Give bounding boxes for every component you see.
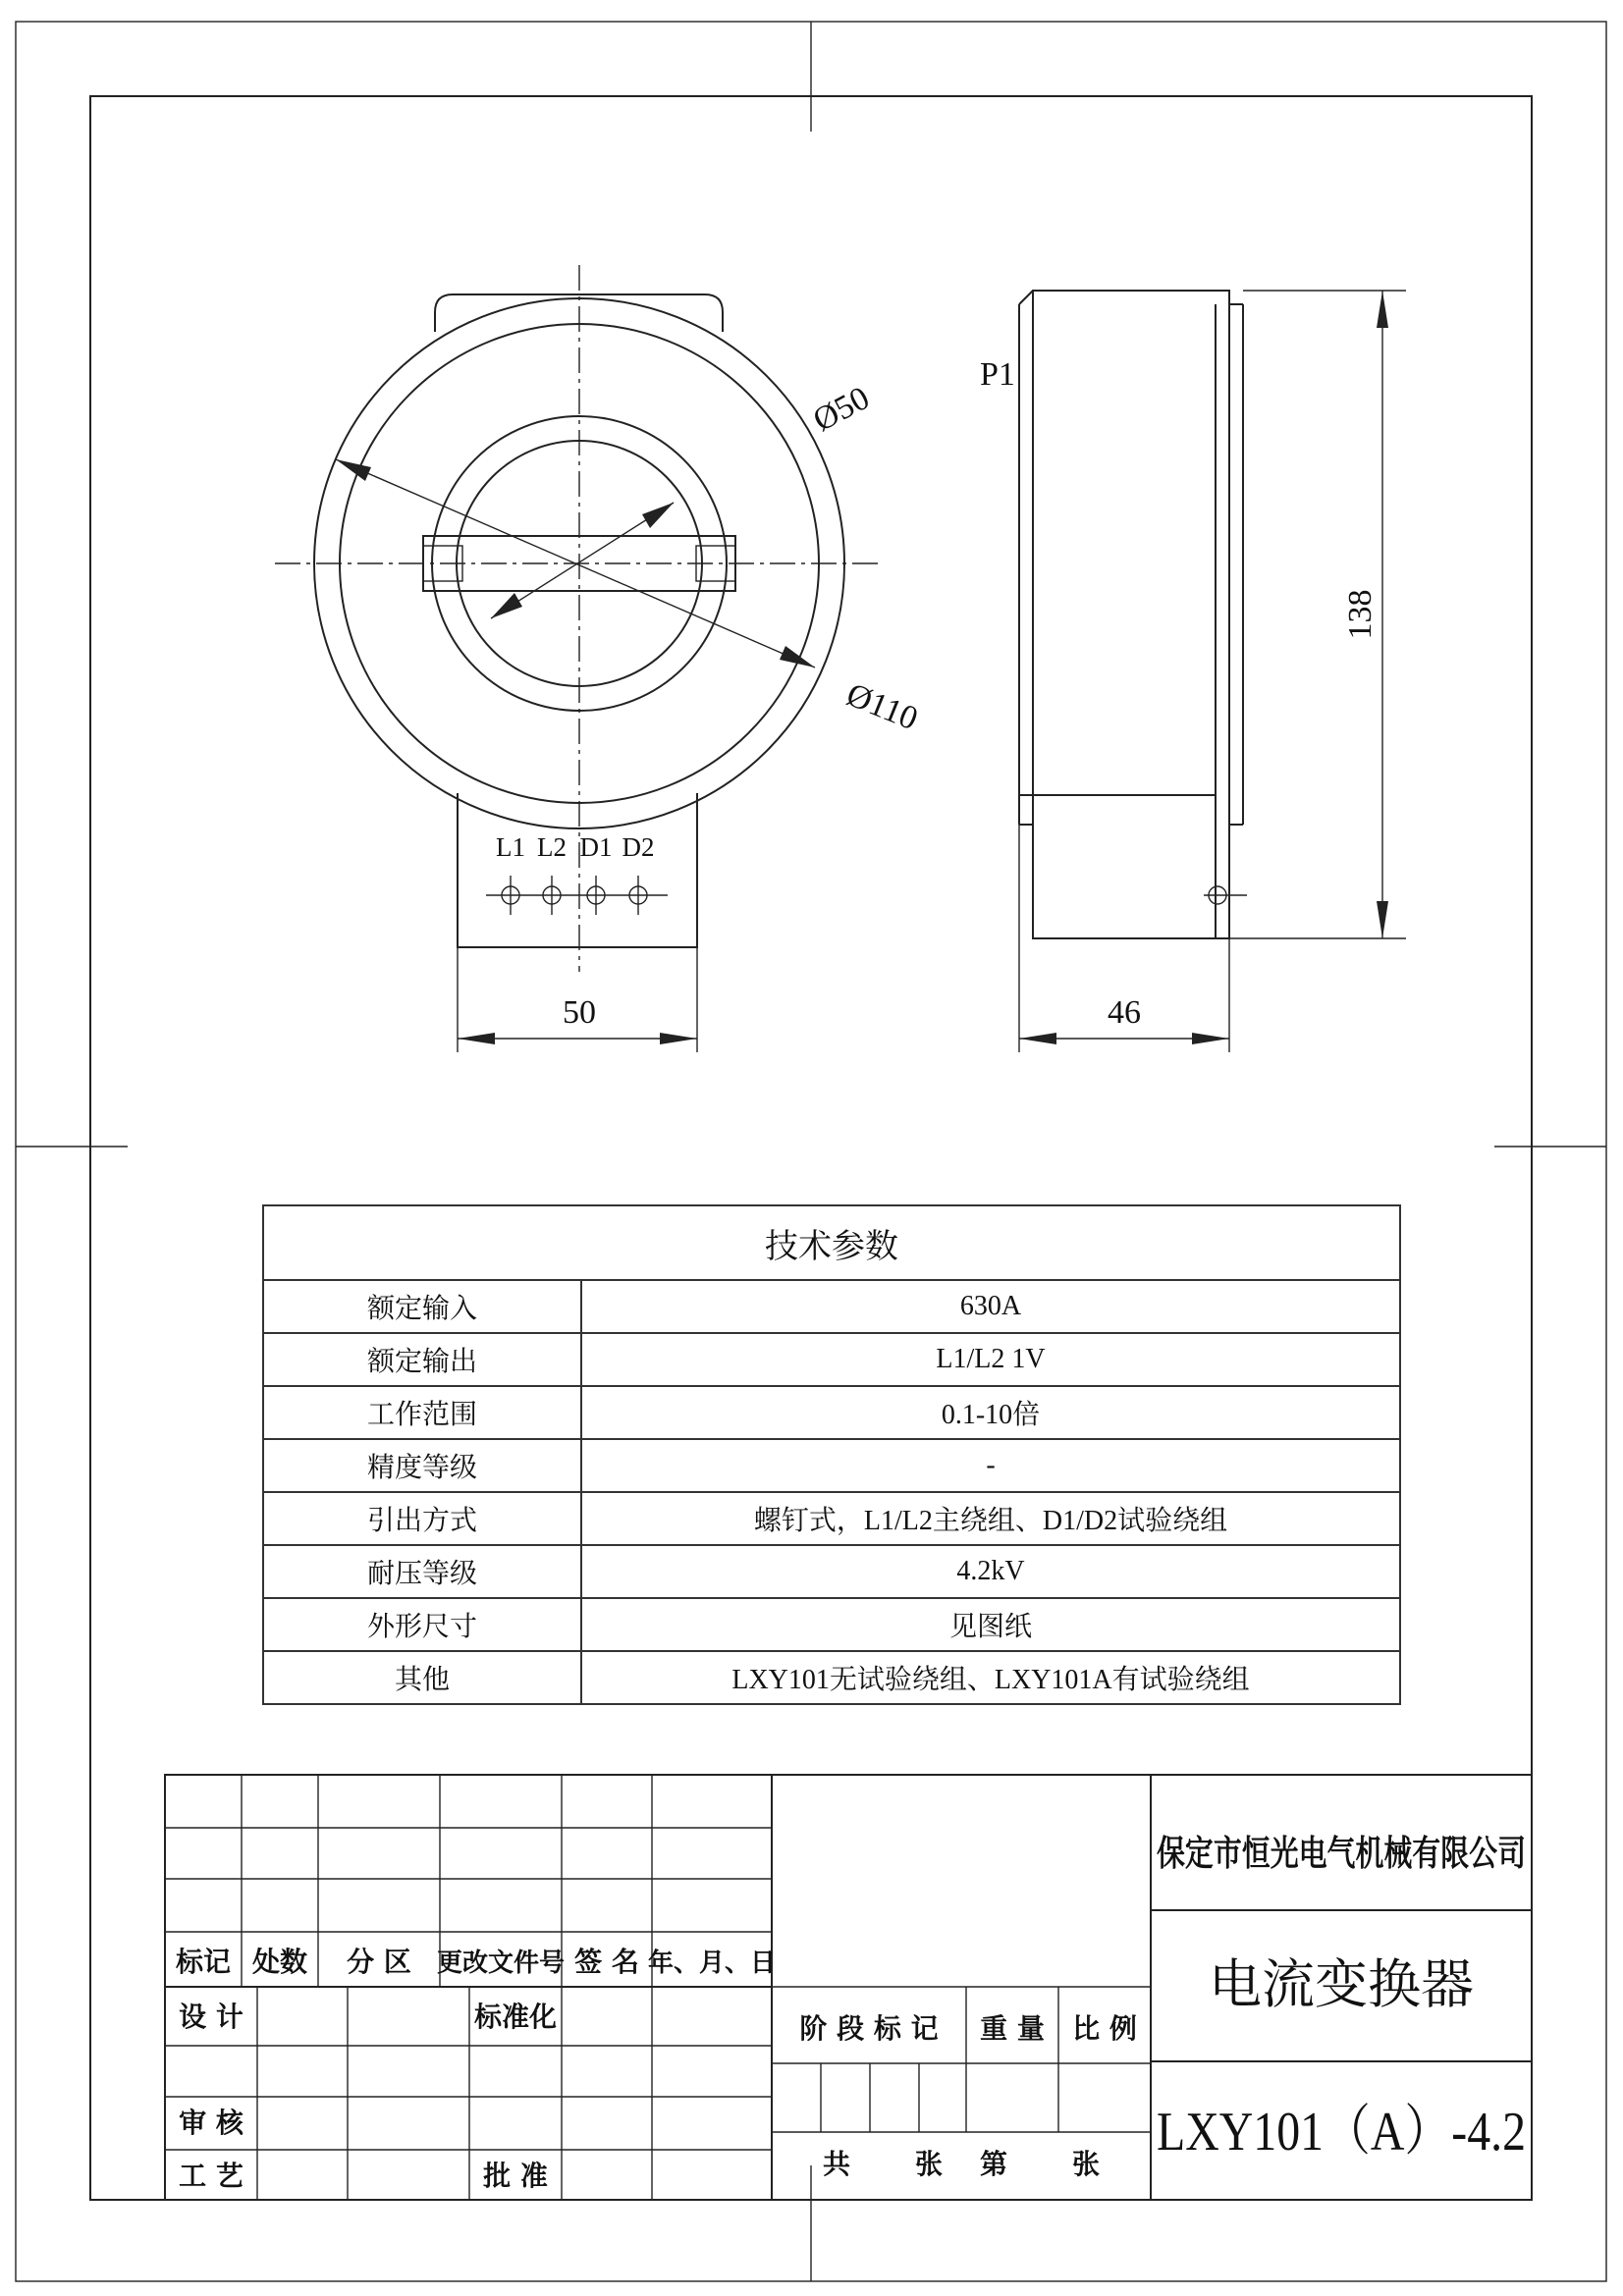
- terminal-screws: [486, 876, 668, 915]
- front-view: [275, 265, 923, 1052]
- param-label: 引出方式: [263, 1492, 581, 1545]
- label-sheet-no: 第: [979, 2148, 1008, 2180]
- label-approve: 批 准: [483, 2160, 548, 2192]
- dim-depth: 46: [1108, 994, 1141, 1031]
- param-label: 精度等级: [263, 1439, 581, 1492]
- param-value: -: [581, 1439, 1400, 1492]
- label-sheets: 张: [914, 2148, 944, 2180]
- label-stage-mark: 阶 段 标 记: [799, 2012, 939, 2045]
- dim-base-width: 50: [563, 994, 596, 1031]
- param-value: L1/L2 1V: [581, 1333, 1400, 1386]
- table-row: [263, 1545, 1400, 1598]
- param-value: 630A: [581, 1280, 1400, 1333]
- param-label: 额定输入: [263, 1280, 581, 1333]
- rev-header-sign: 签 名: [574, 1946, 639, 1978]
- param-value: LXY101无试验绕组、LXY101A有试验绕组: [581, 1651, 1400, 1704]
- dim-outer-diameter: Ø110: [841, 676, 923, 738]
- side-view: [980, 291, 1406, 1052]
- outer-border: [16, 22, 1606, 2281]
- param-label: 工作范围: [263, 1386, 581, 1439]
- param-label: 耐压等级: [263, 1545, 581, 1598]
- rev-header-zone: 分 区: [347, 1946, 411, 1978]
- table-row: [263, 1439, 1400, 1492]
- rev-header-mark: 标记: [175, 1946, 232, 1978]
- param-value: 4.2kV: [581, 1545, 1400, 1598]
- label-process: 工 艺: [179, 2160, 243, 2192]
- table-title: 技术参数: [263, 1205, 1400, 1280]
- table-row: [263, 1492, 1400, 1545]
- technical-parameters-table: [262, 1204, 1401, 1705]
- param-label: 外形尺寸: [263, 1598, 581, 1651]
- label-design: 设 计: [179, 2001, 243, 2033]
- table-row: [263, 1280, 1400, 1333]
- company-name: 保定市恒光电气机械有限公司: [1157, 1834, 1526, 1874]
- side-view-label: P1: [980, 356, 1015, 393]
- param-label: 其他: [263, 1651, 581, 1704]
- param-value: 螺钉式，L1/L2主绕组、D1/D2试验绕组: [581, 1492, 1400, 1545]
- terminal-label-d1: D1: [579, 832, 613, 862]
- label-review: 审 核: [179, 2107, 243, 2139]
- table-row: [263, 1386, 1400, 1439]
- rev-header-count: 处数: [251, 1946, 308, 1978]
- dim-inner-diameter: Ø50: [807, 379, 876, 440]
- terminal-label-d2: D2: [622, 832, 655, 862]
- label-weight: 重 量: [980, 2012, 1045, 2045]
- table-row: [263, 1651, 1400, 1704]
- product-name: 电流变换器: [1209, 1953, 1474, 2015]
- terminal-label-l1: L1: [496, 832, 525, 862]
- terminal-label-l2: L2: [537, 832, 567, 862]
- table-row: [263, 1333, 1400, 1386]
- label-sheet-suffix: 张: [1071, 2148, 1101, 2180]
- title-block: [165, 1775, 1532, 2200]
- label-standardization: 标准化: [473, 2001, 558, 2033]
- param-label: 额定输出: [263, 1333, 581, 1386]
- param-value: 见图纸: [581, 1598, 1400, 1651]
- label-total: 共: [822, 2148, 851, 2180]
- model-number: LXY101（A）-4.2: [1157, 2102, 1526, 2163]
- table-row: [263, 1598, 1400, 1651]
- rev-header-date: 年、月、日: [647, 1949, 777, 1978]
- label-scale: 比 例: [1072, 2012, 1137, 2045]
- dim-height: 138: [1342, 589, 1379, 640]
- rev-header-doc: 更改文件号: [436, 1949, 566, 1978]
- param-value: 0.1-10倍: [581, 1386, 1400, 1439]
